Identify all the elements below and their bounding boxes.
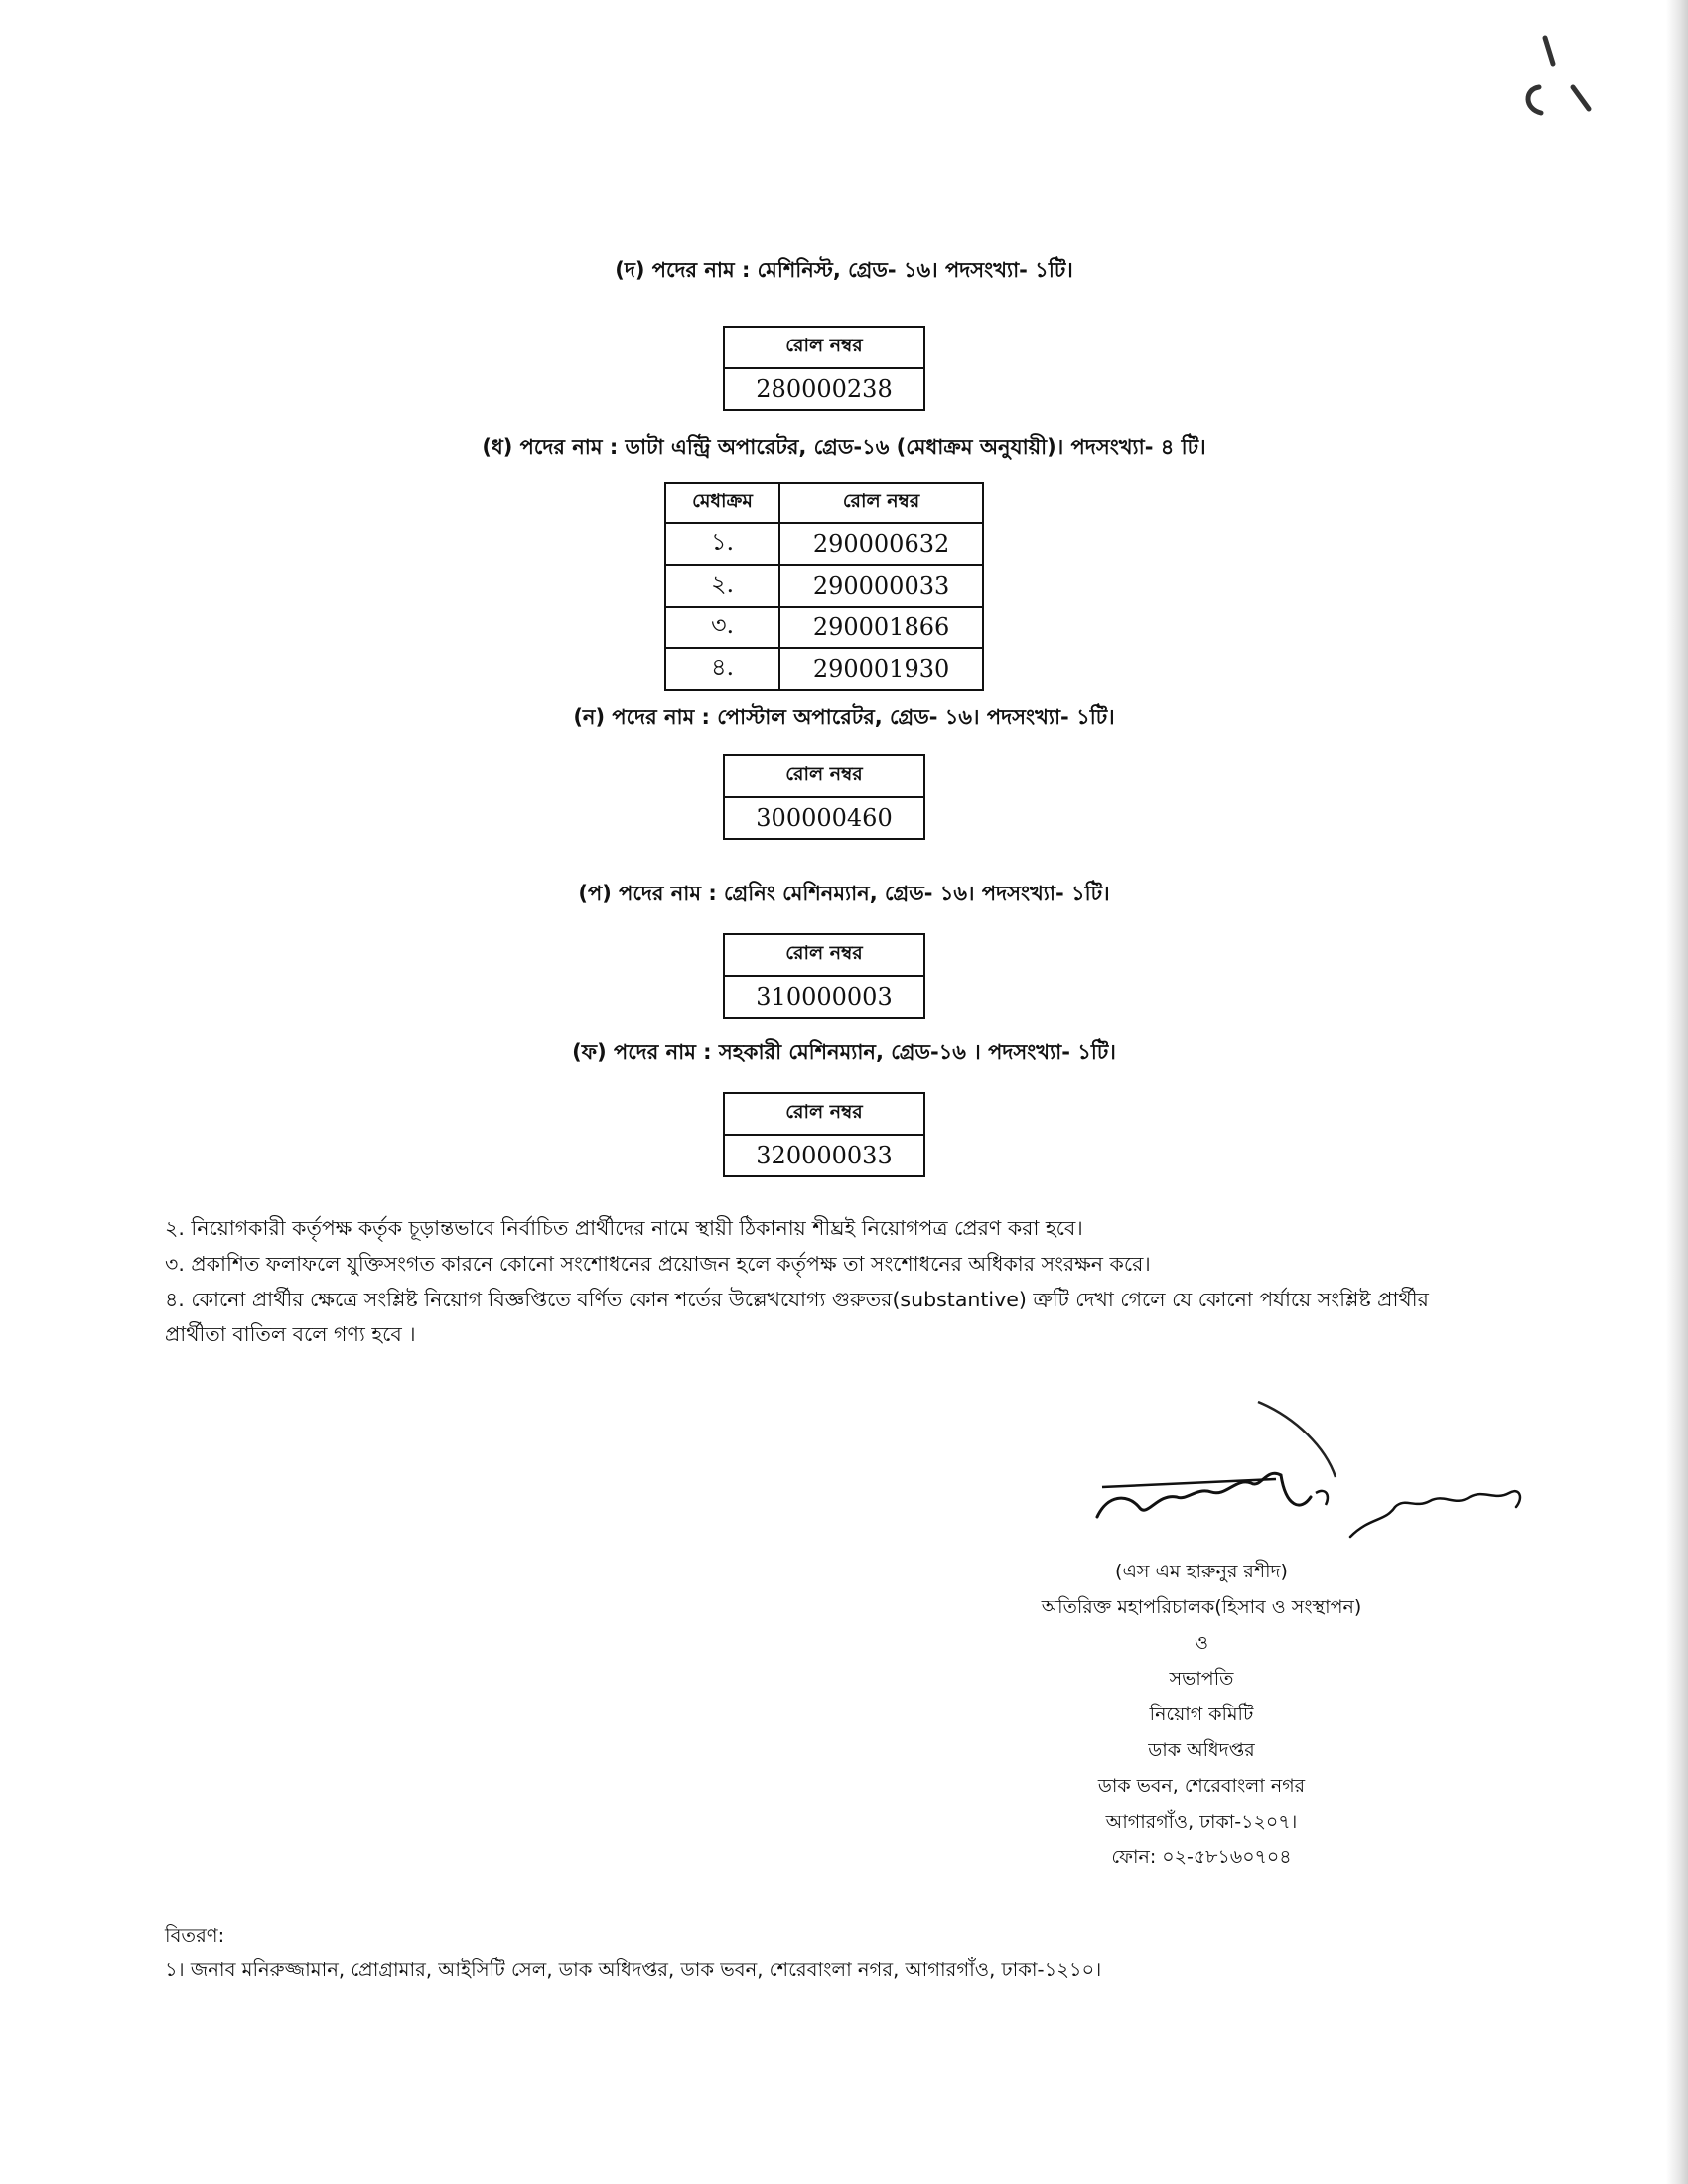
post-heading-assistant-machineman: (ফ) পদের নাম : সহকারী মেশিনম্যান, গ্রেড-১৬ । পদসংখ্যা- ১টি। xyxy=(572,1040,1116,1064)
rank-cell: ৪. xyxy=(665,648,779,690)
rank-cell: ১. xyxy=(665,523,779,565)
signatory-committee: নিয়োগ কমিটি xyxy=(1149,1704,1254,1725)
rank-header: মেধাক্রম xyxy=(665,483,779,523)
post-heading-graining-machineman: (প) পদের নাম : গ্রেনিং মেশিনম্যান, গ্রেড- ১৬। পদসংখ্যা- ১টি। xyxy=(578,882,1110,905)
table-row xyxy=(665,648,983,690)
note-4: ৪. কোনো প্রার্থীর ক্ষেত্রে সংশ্লিষ্ট নিয়োগ বিজ্ঞপ্তিতে বর্ণিত কোন শর্তের উল্লেখযোগ্য গুরুতর(substantive) ত্রুটি দেখা গেলে যে কোনো পর্যায়ে সংশ্লিষ্ট প্রার্থীর প্রার্থীতা বাতিল বলে গণ্য হবে । xyxy=(165,1288,1429,1346)
rank-cell: ৩. xyxy=(665,607,779,648)
signatory-building: ডাক ভবন, শেরেবাংলা নগর xyxy=(1097,1775,1306,1797)
roll-table-data-entry xyxy=(664,482,984,691)
handwritten-signature xyxy=(1087,1398,1534,1557)
roll-number: 300000460 xyxy=(724,797,924,839)
note-3: ৩. প্রকাশিত ফলাফলে যুক্তিসংগত কারনে কোনো সংশোধনের প্রয়োজন হলে কর্তৃপক্ষ তা সংশোধনের অধিকার সংরক্ষন করে। xyxy=(165,1252,1151,1276)
roll-number: 280000238 xyxy=(724,368,924,410)
roll-header: রোল নম্বর xyxy=(779,483,983,523)
post-heading-data-entry: (ধ) পদের নাম : ডাটা এন্ট্রি অপারেটর, গ্রেড-১৬ (মেধাক্রম অনুযায়ী)। পদসংখ্যা- ৪ টি। xyxy=(482,435,1206,459)
roll-number: 290001866 xyxy=(779,607,983,648)
table-row xyxy=(665,607,983,648)
signatory-and: ও xyxy=(1195,1632,1208,1654)
roll-table-machinist xyxy=(723,326,925,411)
scan-edge-shadow xyxy=(1666,0,1688,2184)
signatory-role: সভাপতি xyxy=(1169,1668,1234,1690)
roll-header: রোল নম্বর xyxy=(724,327,924,368)
roll-header: রোল নম্বর xyxy=(724,934,924,976)
distribution-item: ১। জনাব মনিরুজ্জামান, প্রোগ্রামার, আইসিটি সেল, ডাক অধিদপ্তর, ডাক ভবন, শেরেবাংলা নগর, আগারগাঁও, ঢাকা-১২১০। xyxy=(165,1958,1102,1980)
signatory-block xyxy=(953,1554,1450,1875)
post-heading-machinist: (দ) পদের নাম : মেশিনিস্ট, গ্রেড- ১৬। পদসংখ্যা- ১টি। xyxy=(615,258,1073,282)
roll-table-postal-operator xyxy=(723,754,925,840)
roll-number: 290000632 xyxy=(779,523,983,565)
roll-header: রোল নম্বর xyxy=(724,1093,924,1135)
signatory-name: (এস এম হারুনুর রশীদ) xyxy=(1115,1561,1288,1582)
roll-table-assistant-machineman xyxy=(723,1092,925,1177)
roll-number: 290000033 xyxy=(779,565,983,607)
note-2: ২. নিয়োগকারী কর্তৃপক্ষ কর্তৃক চূড়ান্তভাবে নির্বাচিত প্রার্থীদের নামে স্থায়ী ঠিকানায় শীঘ্রই নিয়োগপত্র প্রেরণ করা হবে। xyxy=(165,1216,1083,1240)
roll-table-graining-machineman xyxy=(723,933,925,1019)
signatory-office: ডাক অধিদপ্তর xyxy=(1148,1739,1255,1761)
roll-number: 290001930 xyxy=(779,648,983,690)
staple-mark-icon xyxy=(1499,18,1609,127)
table-row xyxy=(665,565,983,607)
roll-header: রোল নম্বর xyxy=(724,755,924,797)
roll-number: 310000003 xyxy=(724,976,924,1018)
rank-cell: ২. xyxy=(665,565,779,607)
signatory-designation: অতিরিক্ত মহাপরিচালক(হিসাব ও সংস্থাপন) xyxy=(1041,1596,1362,1618)
signatory-city: আগারগাঁও, ঢাকা-১২০৭। xyxy=(1105,1811,1298,1833)
roll-number: 320000033 xyxy=(724,1135,924,1176)
signatory-phone: ফোন: ০২-৫৮১৬০৭০৪ xyxy=(1111,1846,1292,1868)
table-row xyxy=(665,523,983,565)
distribution-label: বিতরণ: xyxy=(165,1924,225,1947)
post-heading-postal-operator: (ন) পদের নাম : পোস্টাল অপারেটর, গ্রেড- ১৬। পদসংখ্যা- ১টি। xyxy=(573,705,1115,729)
